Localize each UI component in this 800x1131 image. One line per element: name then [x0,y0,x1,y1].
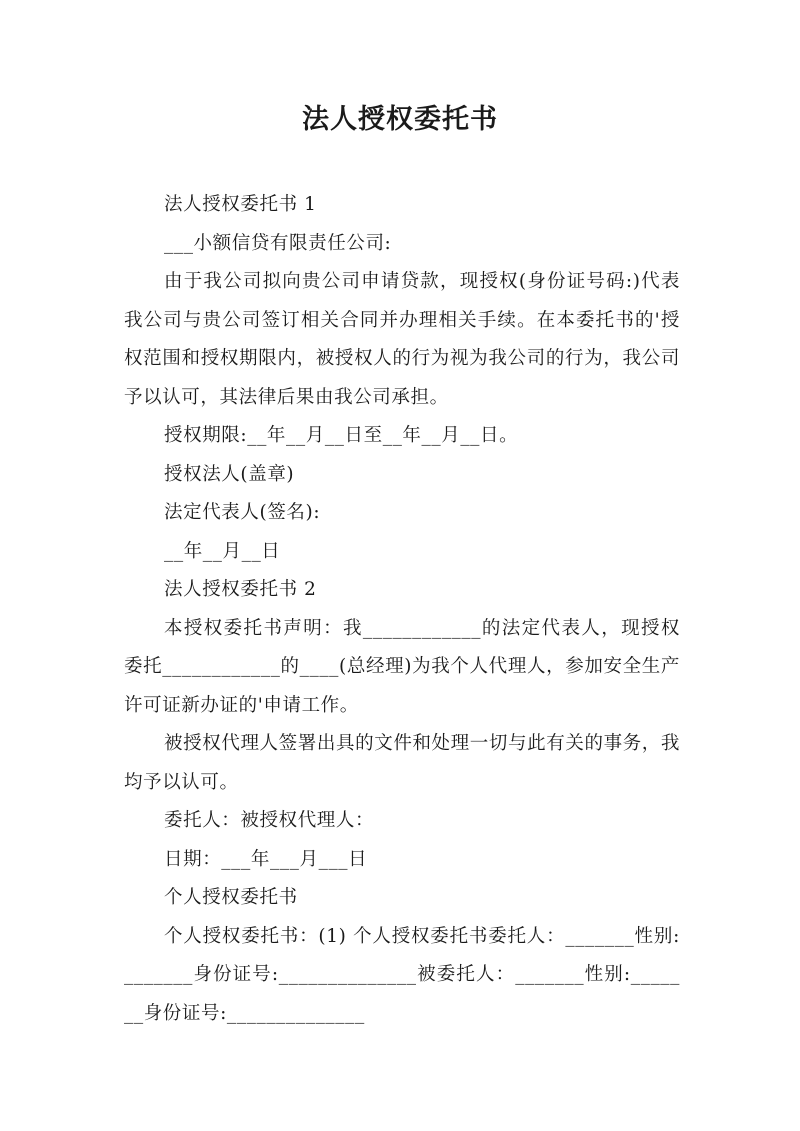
section-heading-3: 个人授权委托书 [164,887,298,908]
authorization-period: 授权期限:__年__月__日至__年__月__日。 [164,425,519,446]
acknowledgement-paragraph: 被授权代理人签署出具的文件和处理一切与此有关的事务，我均予以认可。 [124,733,680,793]
authorization-paragraph: 由于我公司拟向贵公司申请贷款，现授权(身份证号码:)代表我公司与贵公司签订相关合同并办理相关手续。在本委托书的'授权范围和授权期限内，被授权人的行为视为我公司的行为，我公司予以认可，其法律后果由我公司承担。 [124,271,680,408]
signature-date: __年__月__日 [164,540,281,562]
date-line: 日期：___年___月___日 [164,848,368,870]
personal-authorization-form: 个人授权委托书：(1) 个人授权委托书委托人：_______性别:_______身份证号:______________被委托人：_______性别:_______身份证号:______________ [124,925,680,1024]
addressee-line: ___小额信贷有限责任公司: [164,232,392,254]
document-title: 法人授权委托书 [302,104,498,135]
document-body [124,186,680,1033]
declaration-paragraph: 本授权委托书声明：我____________的法定代表人，现授权委托____________的____(总经理)为我个人代理人，参加安全生产许可证新办证的'申请工作。 [124,617,680,716]
authorizing-entity-seal: 授权法人(盖章) [164,463,295,485]
section-heading-1: 法人授权委托书 1 [164,194,317,215]
legal-representative-signature: 法定代表人(签名): [164,502,321,523]
principal-agent-line: 委托人：被授权代理人： [164,810,375,831]
section-heading-2: 法人授权委托书 2 [164,579,317,600]
